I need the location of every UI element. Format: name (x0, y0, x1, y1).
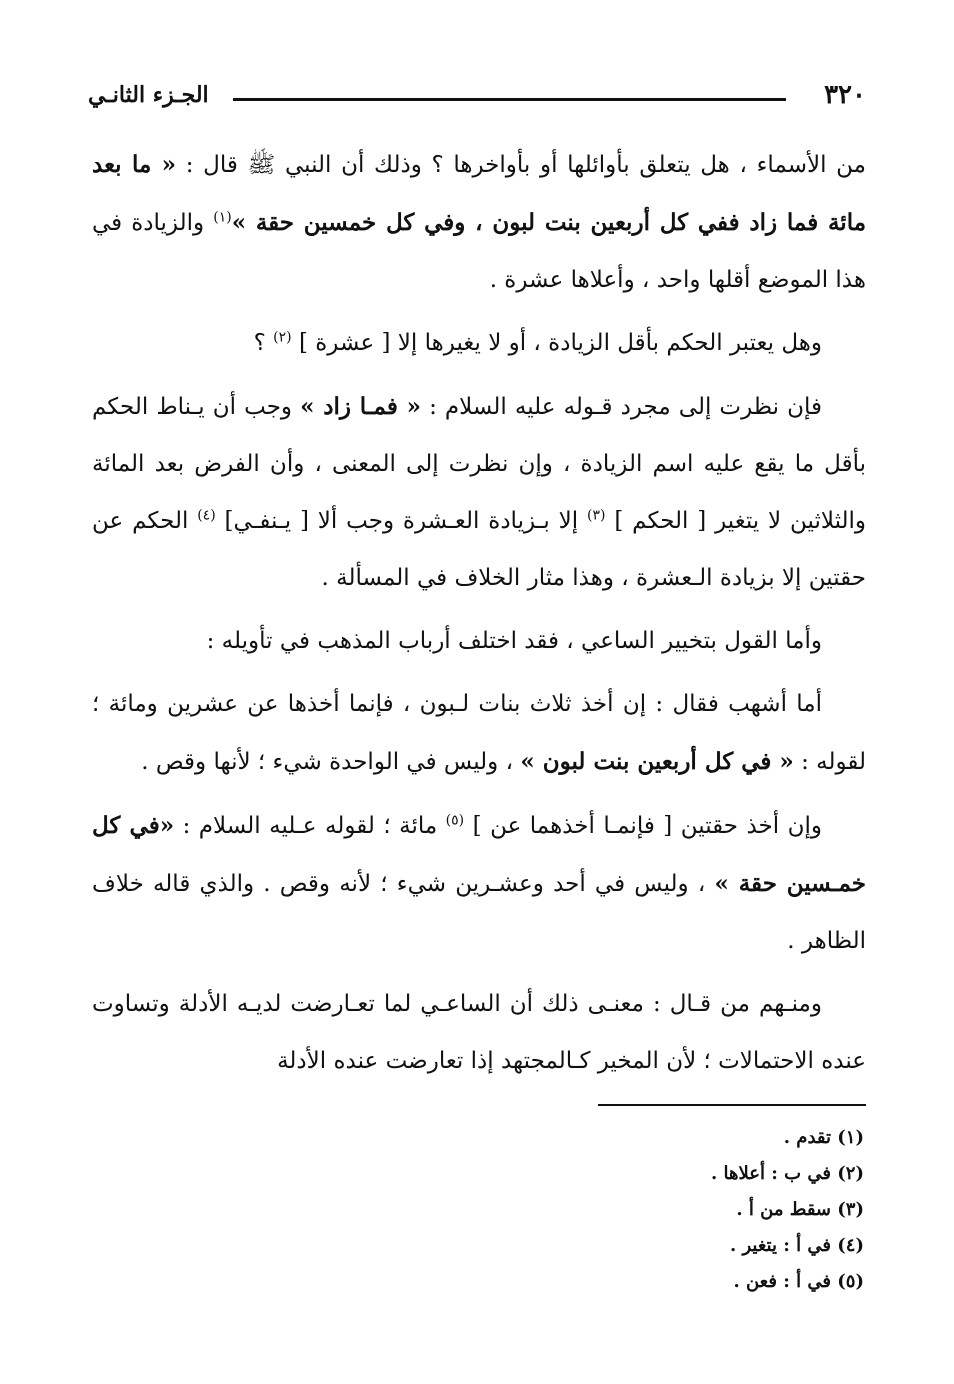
page-number: ٣٢٠ (824, 80, 866, 110)
text-segment: مائة ؛ لقوله عـليه السلام : (182, 813, 438, 839)
hadith-quote: « في كل أربعين بنت لبون » (520, 748, 794, 775)
paragraph-2 (92, 315, 866, 372)
text-segment: وهل يعتبر الحكم بأقل الزيادة ، أو لا يغيرها إلا [ عشرة ] (298, 330, 822, 356)
header-rule (233, 98, 786, 101)
text-segment: أما أشهب فقال : إن أخذ ثلاث بنات لـبون ، فإنما أخذها عن عشرين ومائة ؛ لقوله : (92, 691, 866, 775)
footnote: (٣) سقط من أ . (736, 1199, 864, 1220)
footnote: (١) تقدم . (783, 1127, 864, 1148)
text-segment: من الأسماء ، هل يتعلق بأوائلها أو بأواخرها ؟ وذلك أن النبي ﷺ قال : (185, 152, 866, 178)
paragraph-3 (92, 378, 866, 607)
text-segment: ، وليس في الواحدة شيء ؛ لأنها وقص . (141, 749, 514, 775)
body-text (92, 136, 866, 1096)
hadith-quote: « ما بعد مائة فما زاد ففي كل أربعين بنت لبون ، وفي كل خمسين حقة » (92, 151, 867, 236)
footnote: (٢) في ب : أعلاها . (711, 1163, 864, 1184)
paragraph-4 (92, 613, 866, 670)
text-segment: والزيادة في هذا الموضع أقلها واحد ، وأعلاها عشرة . (92, 210, 866, 293)
footnote-rule (598, 1104, 866, 1106)
text-segment: فإن نظرت إلى مجرد قـوله عليه السلام : (429, 394, 823, 420)
text-segment: الحكم عن حقتين إلا بزيادة الـعشرة ، وهذا مثار الخلاف في المسألة . (92, 508, 866, 591)
footnote-ref: (١) (213, 209, 232, 226)
paragraph-5 (92, 676, 866, 791)
paragraph-1 (92, 136, 866, 309)
footnotes (264, 1120, 864, 1300)
running-title: الجـزء الثانـي (88, 82, 209, 108)
text-segment: وجب أن يـناط الحكم بأقل ما يقع عليه اسم الزيادة ، وإن نظرت إلى المعنى ، وأن الفرض بعد المائة والثلاثين لا يتغير [ الحكم ] (92, 394, 867, 534)
text-segment: إلا بـزيادة العـشرة وجب ألا [ يـنفـي] (224, 508, 579, 534)
text-segment: وأما القول بتخيير الساعي ، فقد اختلف أرباب المذهب في تأويله : (206, 628, 822, 654)
hadith-quote: « فمـا زاد » (300, 393, 421, 420)
footnote-ref: (٢) (273, 329, 292, 346)
footnote-ref: (٣) (587, 507, 606, 524)
hadith-quote: «في كل خمـسين حقة » (92, 812, 867, 897)
footnote-ref: (٥) (445, 812, 465, 829)
paragraph-6 (92, 797, 866, 970)
paragraph-7 (92, 976, 866, 1090)
text-segment: ومنـهم من قـال : معنـى ذلك أن الساعـي لما تعـارضت لديـه الأدلة وتساوت عنده الاحتمالات ؛ لأن المخير كـالمجتهد إذا تعارضت عنده الأدلة (92, 991, 866, 1074)
text-segment: ؟ (253, 330, 266, 356)
footnote-ref: (٤) (197, 507, 216, 524)
footnote: (٤) في أ : يتغير . (729, 1235, 864, 1256)
footnote: (٥) في أ : فعن . (733, 1271, 864, 1292)
page-header (88, 78, 866, 118)
text-segment: ، وليس في أحد وعشـرين شيء ؛ لأنه وقص . والذي قاله خلاف الظاهر . (92, 871, 866, 954)
text-segment: وإن أخذ حقتين [ فإنمـا أخذهما عن ] (472, 813, 823, 839)
